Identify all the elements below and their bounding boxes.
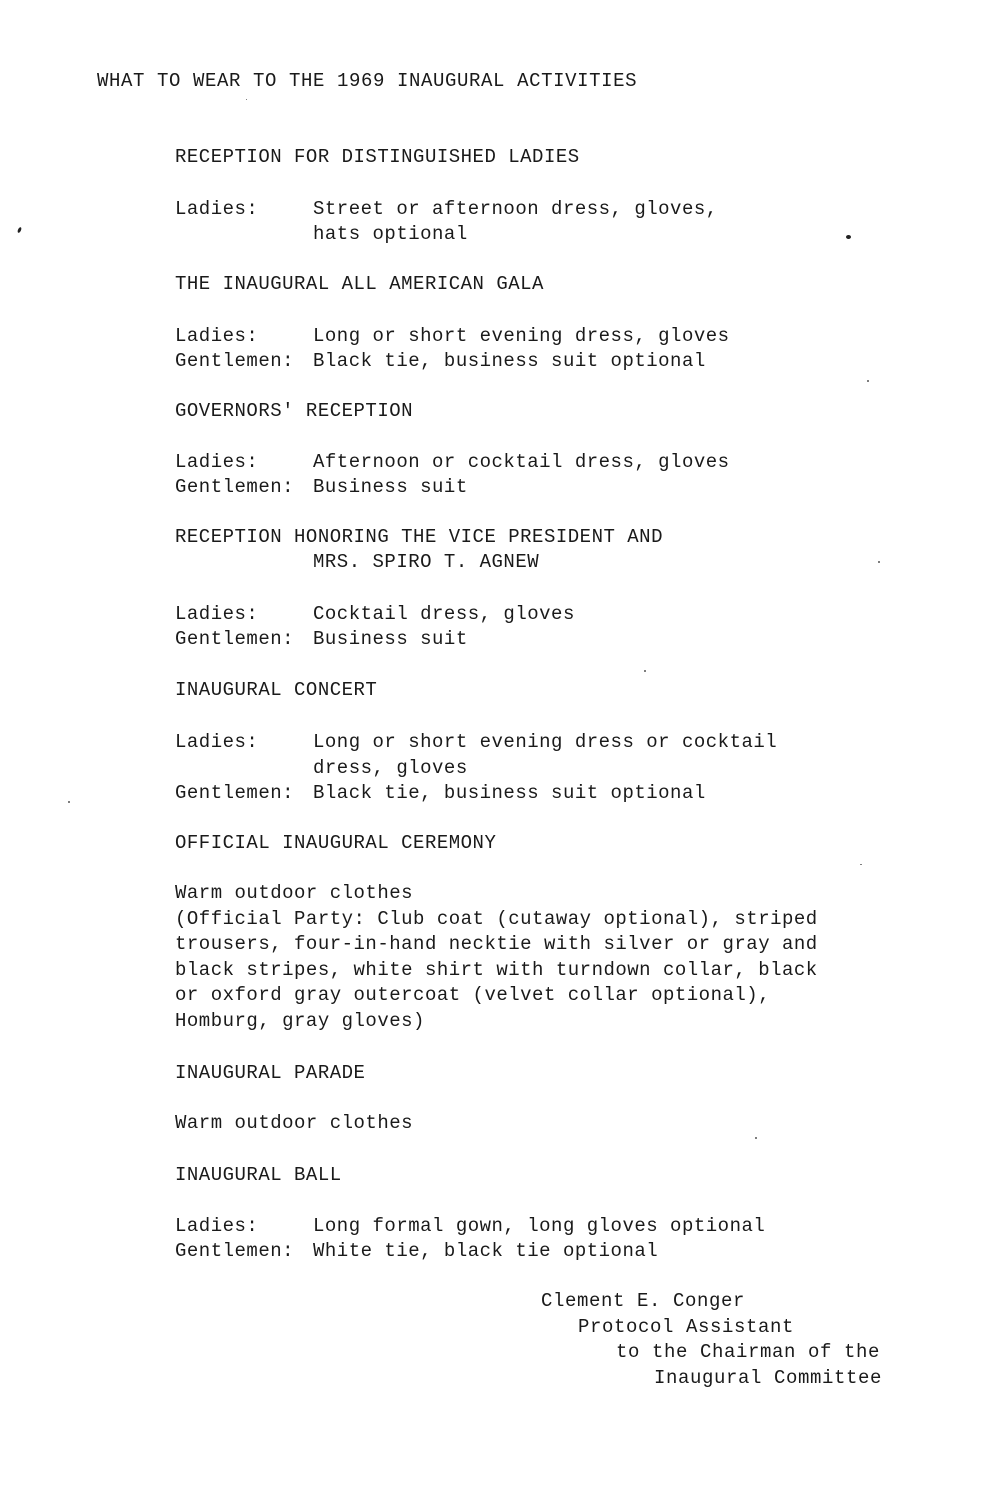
gentlemen-attire: White tie, black tie optional [313, 1240, 659, 1262]
ladies-attire: Long or short evening dress or cocktail [313, 731, 778, 753]
ladies-attire-continued: dress, gloves [313, 757, 468, 779]
section-heading-parade: INAUGURAL PARADE [175, 1062, 366, 1084]
ladies-label: Ladies: [175, 603, 259, 625]
ladies-label: Ladies: [175, 731, 259, 753]
signature-title-line: to the Chairman of the [616, 1341, 881, 1363]
ladies-attire: Street or afternoon dress, gloves, [313, 198, 718, 220]
gentlemen-attire: Black tie, business suit optional [313, 350, 706, 372]
section-heading-governors-reception: GOVERNORS' RECEPTION [175, 400, 414, 422]
scan-speck [867, 380, 869, 382]
ceremony-attire-line: trousers, four-in-hand necktie with silver or gray and [175, 933, 818, 955]
ladies-label: Ladies: [175, 451, 259, 473]
signature-title-line: Inaugural Committee [654, 1367, 883, 1389]
gentlemen-attire: Business suit [313, 476, 468, 498]
ladies-label: Ladies: [175, 1215, 259, 1237]
section-heading-vice-president-reception: RECEPTION HONORING THE VICE PRESIDENT AND [175, 526, 663, 548]
section-heading-continued: MRS. SPIRO T. AGNEW [313, 551, 540, 573]
ladies-attire: Cocktail dress, gloves [313, 603, 575, 625]
ceremony-attire-line: or oxford gray outercoat (velvet collar optional), [175, 984, 771, 1006]
gentlemen-attire: Business suit [313, 628, 468, 650]
ceremony-attire-line: Homburg, gray gloves) [175, 1010, 425, 1032]
ladies-attire: Afternoon or cocktail dress, gloves [313, 451, 730, 473]
scan-speck [17, 227, 22, 234]
signature-name: Clement E. Conger [541, 1290, 746, 1312]
scan-speck [846, 235, 851, 239]
gentlemen-label: Gentlemen: [175, 350, 295, 372]
scan-speck [68, 801, 70, 803]
ceremony-attire-line: Warm outdoor clothes [175, 882, 414, 904]
ladies-attire: Long or short evening dress, gloves [313, 325, 730, 347]
scan-speck [878, 561, 880, 563]
ladies-label: Ladies: [175, 325, 259, 347]
scan-speck [860, 864, 862, 865]
signature-title-line: Protocol Assistant [578, 1316, 795, 1338]
gentlemen-attire: Black tie, business suit optional [313, 782, 706, 804]
section-heading-reception-ladies: RECEPTION FOR DISTINGUISHED LADIES [175, 146, 580, 168]
ceremony-attire-line: black stripes, white shirt with turndown collar, black [175, 959, 818, 981]
scan-speck [246, 99, 247, 100]
ladies-attire: Long formal gown, long gloves optional [313, 1215, 766, 1237]
scan-speck [644, 670, 646, 672]
parade-attire: Warm outdoor clothes [175, 1112, 414, 1134]
section-heading-gala: THE INAUGURAL ALL AMERICAN GALA [175, 273, 544, 295]
gentlemen-label: Gentlemen: [175, 1240, 295, 1262]
ladies-attire-continued: hats optional [313, 223, 468, 245]
scan-speck [755, 1137, 757, 1139]
section-heading-ceremony: OFFICIAL INAUGURAL CEREMONY [175, 832, 497, 854]
section-heading-ball: INAUGURAL BALL [175, 1164, 342, 1186]
gentlemen-label: Gentlemen: [175, 476, 295, 498]
section-heading-concert: INAUGURAL CONCERT [175, 679, 378, 701]
ladies-label: Ladies: [175, 198, 259, 220]
document-title: WHAT TO WEAR TO THE 1969 INAUGURAL ACTIVITIES [97, 70, 638, 92]
gentlemen-label: Gentlemen: [175, 628, 295, 650]
ceremony-attire-line: (Official Party: Club coat (cutaway optional), striped [175, 908, 818, 930]
gentlemen-label: Gentlemen: [175, 782, 295, 804]
